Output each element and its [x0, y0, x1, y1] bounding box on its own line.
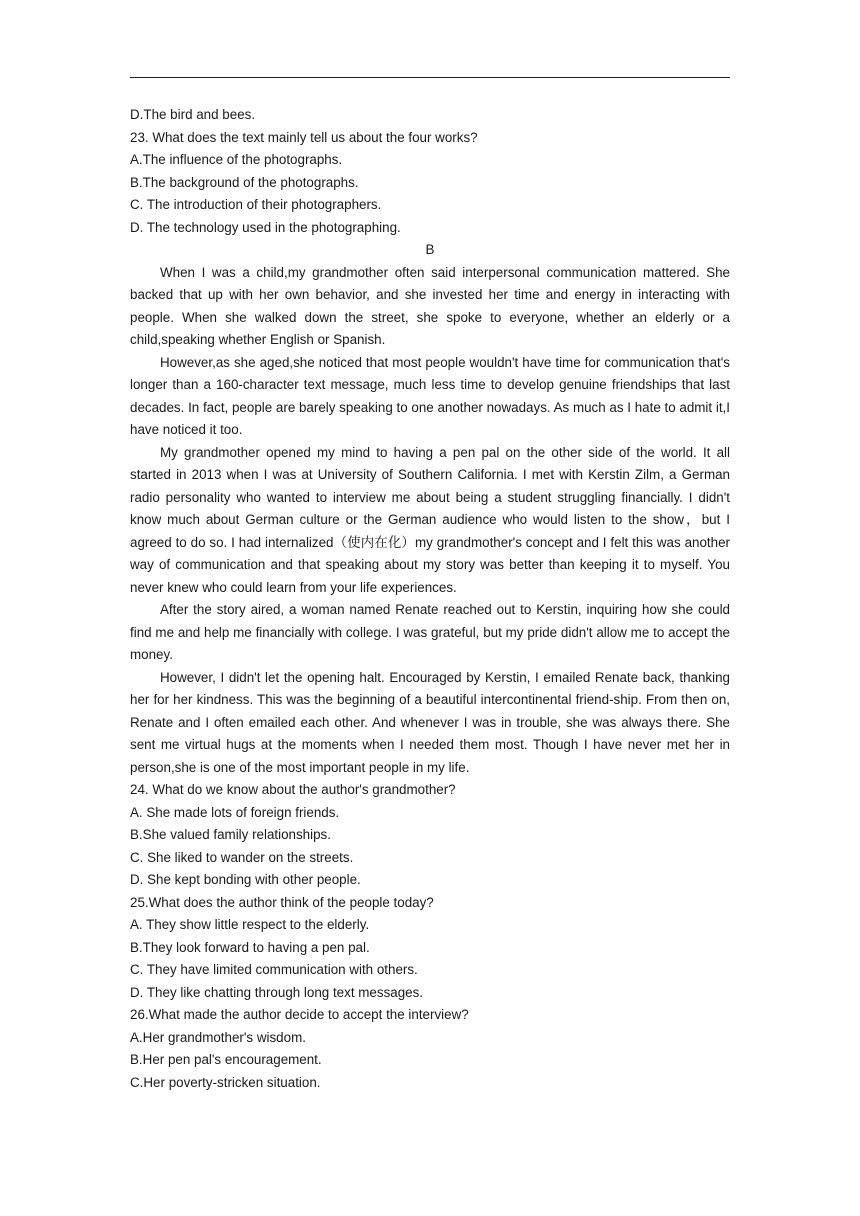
q24-option-d: D. She kept bonding with other people. — [130, 872, 361, 887]
q26-option-b: B.Her pen pal's encouragement. — [130, 1052, 322, 1067]
q24-option-b: B.She valued family relationships. — [130, 827, 331, 842]
passage-paragraph-3: My grandmother opened my mind to having a pen pal on the other side of the world. It all started in 2013 when I was at University of Southern California. I met with Kerstin Zilm, a German radio personality who wanted to interview me about being a student struggling financially. I didn't know much about German culture or the German audience who would listen to the show，but I agreed to do so. I had internalized（使内在化）my grandmother's concept and I felt this was another way of communication and that speaking about my story was better than keeping it to myself. You never knew who could learn from your life experiences. — [130, 444, 730, 595]
q24-option-a: A. She made lots of foreign friends. — [130, 804, 340, 820]
q26-option-c: C.Her poverty-stricken situation. — [130, 1074, 321, 1090]
q23-option-a: A.The influence of the photographs. — [130, 152, 343, 167]
q26-question: 26.What made the author decide to accept the interview? — [130, 1007, 469, 1022]
q25-question: 25.What does the author think of the people today? — [130, 894, 434, 910]
q26-option-a: A.Her grandmother's wisdom. — [130, 1029, 306, 1045]
q23-option-c: C. The introduction of their photographers. — [130, 197, 382, 212]
q22-option-d: D.The bird and bees. — [130, 107, 256, 122]
q23-question: 23. What does the text mainly tell us about the four works? — [130, 129, 478, 145]
passage-paragraph-1: When I was a child,my grandmother often said interpersonal communication mattered. She backed that up with her own behavior, and she invested her time and energy in interacting with people. When she walked down the street, she spoke to everyone, whether an elderly or a child,speaking whether English or Spanish. — [130, 264, 730, 347]
q24-question: 24. What do we know about the author's grandmother? — [130, 782, 456, 797]
passage-paragraph-2: However,as she aged,she noticed that most people wouldn't have time for communication that's longer than a 160-character text message, much less time to develop genuine friendships that last decades. In fact, people are barely speaking to one another nowadays. As much as I hate to admit it,I have noticed it too. — [130, 354, 730, 437]
q25-option-a: A. They show little respect to the elderly. — [130, 917, 370, 932]
passage-paragraph-4: After the story aired, a woman named Renate reached out to Kerstin, inquiring how she could find me and help me financially with college. I was grateful, but my pride didn't allow me to accept the money. — [130, 602, 730, 662]
section-heading: B — [425, 242, 435, 257]
passage-paragraph-5: However, I didn't let the opening halt. Encouraged by Kerstin, I emailed Renate back, thanking her for her kindness. This was the beginning of a beautiful intercontinental friend-ship. From then on, Renate and I often emailed each other. And whenever I was in trouble, she was always there. She sent me virtual hugs at the moments when I needed them most. Though I have never met her in person,she is one of the most important people in my life. — [130, 669, 730, 775]
q25-option-d: D. They like chatting through long text messages. — [130, 984, 424, 1000]
q24-option-c: C. She liked to wander on the streets. — [130, 849, 354, 865]
q25-option-c: C. They have limited communication with others. — [130, 962, 418, 977]
header-rule — [130, 77, 730, 78]
document-body — [130, 104, 730, 1094]
q23-option-b: B.The background of the photographs. — [130, 174, 359, 190]
q23-option-d: D. The technology used in the photographing. — [130, 219, 401, 235]
q25-option-b: B.They look forward to having a pen pal. — [130, 939, 370, 955]
